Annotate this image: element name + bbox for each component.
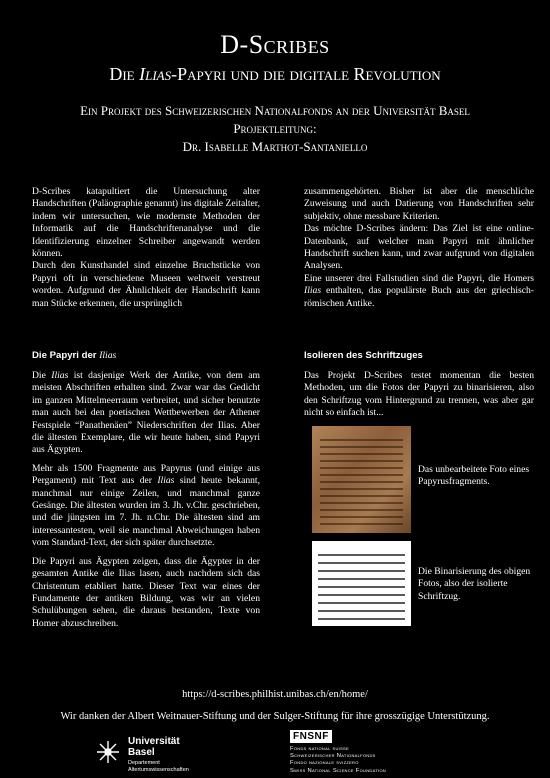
intro-paragraph: Durch den Kunsthandel sind einzelne Bruchstücke von Papyri oft in verschiedene Museen weltweit verstreut worden. Aufgrund der Ähnlichkeit der Handschrift kann man Stücke erkennen, die ursprünglich xyxy=(32,260,260,309)
project-lead-label: Projektleitung: xyxy=(233,121,317,136)
intro-paragraph: Eine unserer drei Fallstudien sind die Papyri, die Homers Ilias enthalten, das populärste Buch aus der griechisch-römischen Antike. xyxy=(304,272,534,309)
project-url[interactable]: https://d-scribes.philhist.unibas.ch/en/home/ xyxy=(182,689,368,700)
intro-right-column xyxy=(304,186,534,310)
snf-names: Fonds national suisse Schweizerischer Nationalfonds Fondo nazionale svizzero Swiss National Science Foundation xyxy=(290,746,387,774)
project-line: Ein Projekt des Schweizerischen Nationalfonds an der Universität Basel xyxy=(80,103,470,118)
intro-paragraph: Das möchte D-Scribes ändern: Das Ziel ist eine online-Datenbank, auf welcher man Papyri mit ähnlicher Handschrift suchen kann, und zwar aufgrund von digitalen Analysen. xyxy=(304,223,534,272)
papyrus-photo-caption: Das unbearbeitete Foto eines Papyrusfragments. xyxy=(418,464,530,488)
isolation-paragraph: Das Projekt D-Scribes testet momentan die besten Methoden, um die Fotos der Papyri zu binarisieren, also den Schriftzug vom Hintergrund zu trennen, was aber gar nicht so einfach ist... xyxy=(304,370,534,419)
poster-subtitle: Die Ilias-Papyri und die digitale Revolution xyxy=(109,64,441,84)
snf-logo-mark: FNSNF xyxy=(290,730,332,743)
intro-paragraph: D-Scribes katapultiert die Untersuchung alter Handschriften (Paläographie genannt) ins digitale Zeitalter, indem wir untersuchen, wie modernste Methoden der Informatik auf die Handschriftenanalyse und die Identifizierung einzelner Schreiber angewandt werden können. xyxy=(32,186,260,260)
project-info xyxy=(0,102,550,156)
papyri-paragraph: Mehr als 1500 Fragmente aus Papyrus (und einige aus Pergament) mit Text aus der Ilias sind heute bekannt, manchmal nur einige Zeilen, und manchmal ganze Gesänge. Die ältesten wurden im 3. Jh. v.Chr. geschrieben, und die jüngsten im 7. Jh. n.Chr. Die ältesten sind am interessantesten, weil sie manchmal Abweichungen haben vom Standard-Text, der sich später durchsetzte. xyxy=(32,462,261,549)
project-lead-name: Dr. Isabelle Marthot-Santaniello xyxy=(182,139,368,154)
section-heading-isolation: Isolieren des Schriftzuges xyxy=(304,350,423,361)
intro-left-column xyxy=(32,186,260,310)
papyri-paragraph: Die Ilias ist dasjenige Werk der Antike, von dem am meisten Abschriften erhalten sind. Zwar war das Gedicht im ganzen Mittelmeerraum verbreitet, und sicher benutzte man auch bei den poetischen Wettbewerben der Athener Festspiele “Panathenäen” Niederschriften der Ilias. Aber die ältesten Exemplare, die wir heute haben, sind Papyri aus Ägypten. xyxy=(32,370,260,456)
unibas-department: Departement Altertumswissenschaften xyxy=(128,760,189,773)
papyri-paragraph: Die Papyri aus Ägypten zeigen, dass die Ägypter in der gesamten Antike die Ilias lasen, auch nachdem sich das Christentum etabliert hatte. Dieser Text war eines der Fundamente der antiken Bildung, was wir an vielen Schulübungen sehen, die daraus bestanden, Texte von Homer abzuschreiben. xyxy=(32,555,260,629)
snf-logo xyxy=(290,730,530,776)
papyrus-photo xyxy=(312,426,411,533)
unibas-emblem-icon xyxy=(94,738,122,766)
section-heading-papyri: Die Papyri der Ilias xyxy=(32,350,117,361)
papyri-column xyxy=(32,370,260,630)
unibas-name: Universität Basel xyxy=(128,736,180,758)
unibas-logo xyxy=(94,736,234,776)
binarized-photo-caption: Die Binarisierung des obigen Fotos, also der isolierte Schriftzug. xyxy=(418,566,531,602)
acknowledgement: Wir danken der Albert Weitnauer-Stiftung und der Sulger-Stiftung für ihre grosszügige Unterstützung. xyxy=(60,711,490,722)
intro-paragraph: zusammengehörten. Bisher ist aber die menschliche Zuweisung und auch Datierung von Handschriften sehr subjektiv, ohne messbare Kriterien. xyxy=(304,186,534,222)
poster-title: D-Scribes xyxy=(220,30,330,59)
binarized-photo xyxy=(312,541,411,626)
